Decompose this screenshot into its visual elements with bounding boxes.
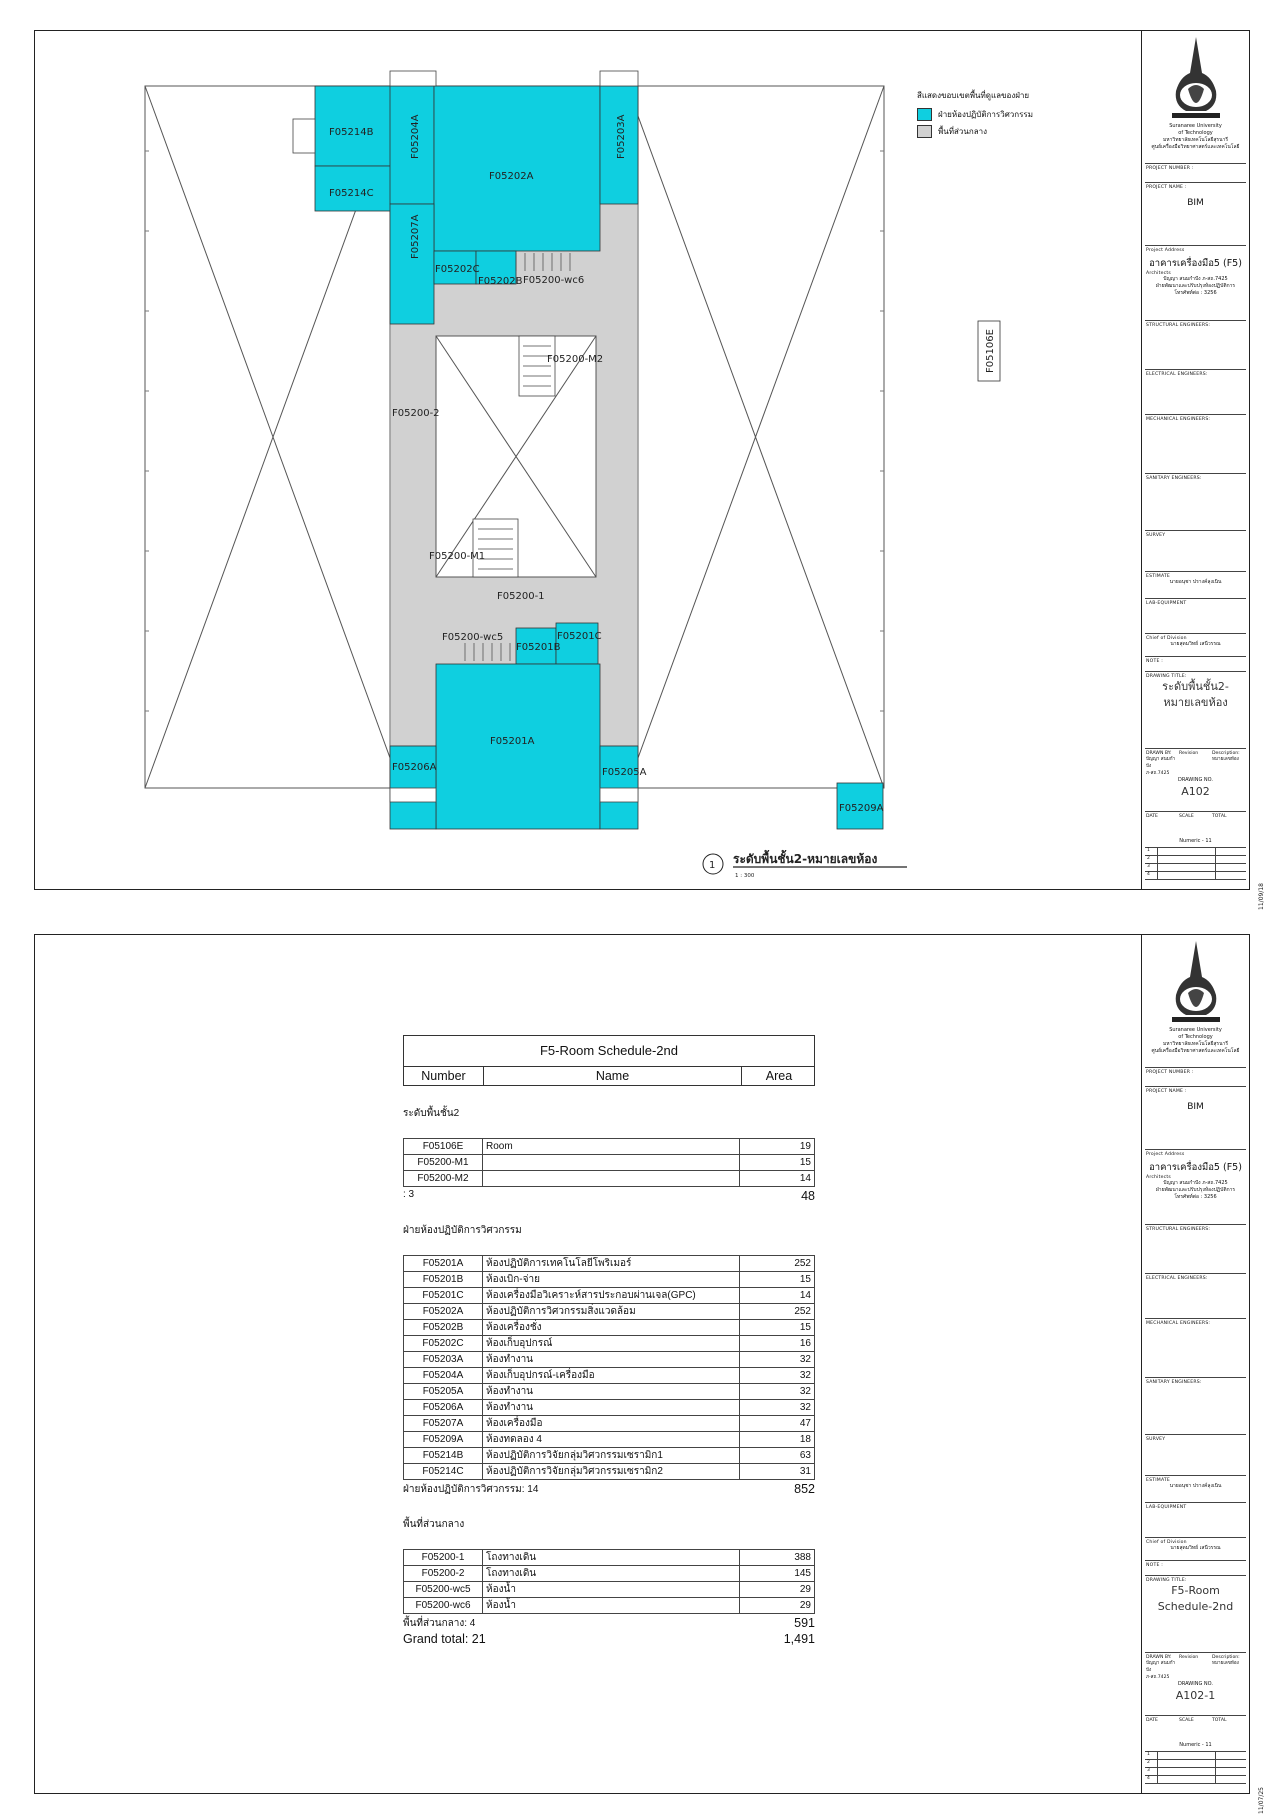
drawing-no-value: A102 <box>1181 785 1210 798</box>
drawing-no-value: A102-1 <box>1175 1689 1216 1702</box>
legend-label-lab: ฝ่ายห้องปฏิบัติการวิศวกรรม <box>938 110 1033 119</box>
room-name-cell: ห้องทดลอง 4 <box>483 1432 740 1448</box>
group-total-label: ฝ่ายห้องปฏิบัติการวิศวกรรม: 14 <box>403 1484 539 1495</box>
drawn-by-value: ปัญญา สนมกำปัง <box>1146 1661 1176 1673</box>
legend-swatch-lab <box>917 108 932 121</box>
drawn-by-label: DRAWN BY: <box>1146 751 1172 756</box>
description-label: Description: <box>1212 751 1240 756</box>
legend-label-common: พื้นที่ส่วนกลาง <box>938 127 988 136</box>
architect-line3: โทรศัพท์ต่อ : 3256 <box>1174 290 1217 296</box>
project-name-label: PROJECT NAME : <box>1146 1089 1187 1094</box>
group-table <box>403 1138 815 1187</box>
room-name-cell: ห้องปฏิบัติการวิศวกรรมสิ่งแวดล้อม <box>483 1304 740 1320</box>
chief-value: นายสุดมวิทย์ เสนีวรรณ <box>1170 641 1221 647</box>
lab-equipment-label: LAB-EQUIPMENT <box>1146 1505 1187 1510</box>
room-number-cell: F05203A <box>404 1352 483 1368</box>
label-f05202b: F05202B <box>478 276 523 287</box>
date-stamp: 11/09/18 <box>1258 883 1265 910</box>
label-f05207a: F05207A <box>410 214 421 259</box>
stair-ne <box>390 71 436 86</box>
stair-m1 <box>473 519 518 577</box>
label-f05214c: F05214C <box>329 188 374 199</box>
chief-label: Chief of Division <box>1146 636 1187 641</box>
floor-plan-sheet <box>34 30 1265 910</box>
room-area-cell: 32 <box>740 1400 815 1416</box>
room-name-cell: ห้องเก็บอุปกรณ์-เครื่องมือ <box>483 1368 740 1384</box>
project-address-label: Project Address <box>1146 248 1185 253</box>
label-f05203a: F05203A <box>616 114 627 159</box>
drawing-title-line2: Schedule-2nd <box>1157 1600 1234 1613</box>
project-name-label: PROJECT NAME : <box>1146 185 1187 190</box>
room-name-cell: ห้องทำงาน <box>483 1400 740 1416</box>
label-f05206a: F05206A <box>392 762 437 773</box>
room-area-cell: 252 <box>740 1256 815 1272</box>
drawing-title-label: DRAWING TITLE: <box>1146 674 1187 679</box>
room-name-cell: Room <box>483 1139 740 1155</box>
room-name-cell: ห้องเครื่องมือ <box>483 1416 740 1432</box>
architect-line1: ปัญญา สนมกำปัง ภ-สถ.7425 <box>1163 276 1228 282</box>
drawing-no-label: DRAWING NO. <box>1178 1681 1213 1687</box>
room-area-cell: 145 <box>740 1566 815 1582</box>
uni-en2: of Technology <box>1178 130 1213 136</box>
legend-item-lab <box>917 108 1033 121</box>
room-area-cell: 388 <box>740 1550 815 1566</box>
room-number-cell: F05200-2 <box>404 1566 483 1582</box>
room-area-cell: 252 <box>740 1304 815 1320</box>
group-total-value: 852 <box>794 1482 815 1496</box>
room-number-cell: F05205A <box>404 1384 483 1400</box>
project-address-value: อาคารเครื่องมือ5 (F5) <box>1149 1162 1242 1173</box>
view-number: 1 <box>709 860 716 871</box>
room-area-cell: 32 <box>740 1368 815 1384</box>
sanitary-label: SANITARY ENGINEERS: <box>1146 476 1202 481</box>
uni-th: มหาวิทยาลัยเทคโนโลยีสุรนารี <box>1162 137 1228 143</box>
room-area-cell: 15 <box>740 1272 815 1288</box>
schedule-title: F5-Room Schedule-2nd <box>403 1035 815 1067</box>
chief-value: นายสุดมวิทย์ เสนีวรรณ <box>1170 1545 1221 1551</box>
revision-row: 4 <box>1145 1776 1246 1784</box>
room-name-cell: ห้องทำงาน <box>483 1384 740 1400</box>
schedule-group <box>403 1223 815 1497</box>
uni-en2: of Technology <box>1178 1034 1213 1040</box>
table-row <box>404 1155 815 1171</box>
room-number-cell: F05200-M1 <box>404 1155 483 1171</box>
table-row <box>404 1582 815 1598</box>
table-row <box>404 1464 815 1480</box>
room-area-cell: 63 <box>740 1448 815 1464</box>
label-c1: F05200-1 <box>497 591 545 602</box>
room-number-cell: F05200-wc6 <box>404 1598 483 1614</box>
legend-item-common <box>917 125 1033 138</box>
architect-line2: ฝ่ายพัฒนาและปรับปรุงห้องปฏิบัติการ <box>1155 283 1236 289</box>
room-f05201c <box>556 623 598 664</box>
room-area-cell: 15 <box>740 1155 815 1171</box>
drawn-by-value2: ภ-สถ.7425 <box>1146 771 1170 776</box>
chief-label: Chief of Division <box>1146 1540 1187 1545</box>
table-row <box>404 1288 815 1304</box>
group-total <box>403 1189 815 1203</box>
room-name-cell: ห้องทำงาน <box>483 1352 740 1368</box>
room-schedule <box>403 1035 815 1646</box>
grand-total-value: 1,491 <box>783 1632 815 1646</box>
logo-emblem-icon <box>1166 937 1226 1025</box>
date-stamp: 11/07/25 <box>1258 1787 1265 1814</box>
room-number-cell: F05201C <box>404 1288 483 1304</box>
room-number-cell: F05201A <box>404 1256 483 1272</box>
label-f05201c: F05201C <box>557 631 602 642</box>
total-label: TOTAL <box>1212 1718 1227 1723</box>
label-f05202c: F05202C <box>435 264 480 275</box>
structural-label: STRUCTURAL ENGINEERS: <box>1146 323 1211 328</box>
structural-label: STRUCTURAL ENGINEERS: <box>1146 1227 1211 1232</box>
header-number: Number <box>421 1069 466 1083</box>
table-row <box>404 1336 815 1352</box>
header-area: Area <box>741 1067 816 1085</box>
legend-swatch-common <box>917 125 932 138</box>
room-name-cell <box>483 1155 740 1171</box>
schedule-group <box>403 1106 815 1203</box>
label-f05209a: F05209A <box>839 803 884 814</box>
schedule-sheet <box>34 934 1265 1814</box>
room-name-cell: โถงทางเดิน <box>483 1550 740 1566</box>
project-address-value: อาคารเครื่องมือ5 (F5) <box>1149 258 1242 269</box>
mechanical-label: MECHANICAL ENGINEERS: <box>1146 1321 1211 1326</box>
scale-label: SCALE <box>1179 814 1194 819</box>
scale-label: SCALE <box>1179 1718 1194 1723</box>
date-label: DATE <box>1146 1718 1158 1723</box>
room-area-cell: 15 <box>740 1320 815 1336</box>
project-name-value: BIM <box>1187 198 1204 208</box>
table-row <box>404 1304 815 1320</box>
room-area-cell: 47 <box>740 1416 815 1432</box>
room-number-cell: F05202B <box>404 1320 483 1336</box>
revision-row: 1 <box>1145 848 1246 856</box>
group-total-value: 591 <box>794 1616 815 1630</box>
label-wc6: F05200-wc6 <box>523 275 585 286</box>
university-logo <box>1142 935 1249 1067</box>
revision-row: 1 <box>1145 1752 1246 1760</box>
architect-line3: โทรศัพท์ต่อ : 3256 <box>1174 1194 1217 1200</box>
table-row <box>404 1384 815 1400</box>
date-label: DATE <box>1146 814 1158 819</box>
project-number-label: PROJECT NUMBER : <box>1146 166 1194 171</box>
architects-label: Architects <box>1146 271 1171 276</box>
room-name-cell: ห้องเครื่องมือวิเคราะห์สารประกอบผ่านเจล(GPC) <box>483 1288 740 1304</box>
drawn-by-label: DRAWN BY: <box>1146 1655 1172 1660</box>
room-name-cell: ห้องน้ำ <box>483 1598 740 1614</box>
room-number-cell: F05204A <box>404 1368 483 1384</box>
group-total-value: 48 <box>801 1189 815 1203</box>
room-f05202a <box>434 86 600 251</box>
group-total <box>403 1482 815 1497</box>
label-f05201a: F05201A <box>490 736 535 747</box>
schedule-group <box>403 1517 815 1631</box>
revision-row: 2 <box>1145 1760 1246 1768</box>
label-f05204a: F05204A <box>410 114 421 159</box>
survey-label: SURVEY <box>1146 533 1166 538</box>
uni-en1: Suranaree University <box>1169 123 1222 129</box>
room-area-cell: 31 <box>740 1464 815 1480</box>
sanitary-label: SANITARY ENGINEERS: <box>1146 1380 1202 1385</box>
room-f05206a <box>390 746 436 829</box>
revision-row: 3 <box>1145 864 1246 872</box>
electrical-label: ELECTRICAL ENGINEERS: <box>1146 1276 1208 1281</box>
group-total-label: : 3 <box>403 1189 415 1200</box>
room-number-cell: F05206A <box>404 1400 483 1416</box>
table-row <box>404 1566 815 1582</box>
center-th: ศูนย์เครื่องมือวิทยาศาสตร์และเทคโนโลยี <box>1151 1048 1240 1054</box>
label-c2: F05200-2 <box>392 408 440 419</box>
schedule-header <box>403 1067 815 1086</box>
room-name-cell <box>483 1171 740 1187</box>
estimate-value: นายอนุชา ปรางค์ลุงเนิน <box>1169 579 1222 585</box>
room-area-cell: 19 <box>740 1139 815 1155</box>
uni-en1: Suranaree University <box>1169 1027 1222 1033</box>
group-name: ฝ่ายห้องปฏิบัติการวิศวกรรม <box>403 1225 522 1236</box>
floor-plan <box>35 31 1135 891</box>
numeric-label: Numeric - 11 <box>1179 838 1212 844</box>
drawing-title-label: DRAWING TITLE: <box>1146 1578 1187 1583</box>
table-row <box>404 1550 815 1566</box>
room-area-cell: 29 <box>740 1582 815 1598</box>
label-m1: F05200-M1 <box>429 551 486 562</box>
room-f05205a <box>600 746 638 829</box>
room-number-cell: F05202A <box>404 1304 483 1320</box>
stair-se <box>600 788 638 802</box>
legend-title: สีแสดงขอบเขตพื้นที่ดูแลของฝ่าย <box>917 91 1030 100</box>
table-row <box>404 1432 815 1448</box>
table-row <box>404 1272 815 1288</box>
room-number-cell: F05214C <box>404 1464 483 1480</box>
group-table <box>403 1549 815 1614</box>
total-label: TOTAL <box>1212 814 1227 819</box>
title-block <box>1141 935 1265 1814</box>
table-row <box>404 1598 815 1614</box>
note-label: NOTE : <box>1146 1563 1163 1568</box>
group-name: พื้นที่ส่วนกลาง <box>403 1519 465 1530</box>
room-area-cell: 14 <box>740 1288 815 1304</box>
drawn-by-value: ปัญญา สนมกำปัง <box>1146 757 1176 769</box>
room-area-cell: 32 <box>740 1352 815 1368</box>
note-label: NOTE : <box>1146 659 1163 664</box>
stair-north <box>293 119 315 153</box>
description-label: Description: <box>1212 1655 1240 1660</box>
room-name-cell: ห้องปฏิบัติการวิจัยกลุ่มวิศวกรรมเซรามิก2 <box>483 1464 740 1480</box>
room-area-cell: 29 <box>740 1598 815 1614</box>
project-name-value: BIM <box>1187 1102 1204 1112</box>
group-total-label: พื้นที่ส่วนกลาง: 4 <box>403 1618 476 1629</box>
table-row <box>404 1400 815 1416</box>
room-number-cell: F05200-1 <box>404 1550 483 1566</box>
estimate-label: ESTIMATE <box>1146 574 1171 579</box>
revision-label: Revision <box>1179 1655 1199 1660</box>
view-scale: 1 : 300 <box>735 873 755 879</box>
revision-row: 2 <box>1145 856 1246 864</box>
room-area-cell: 16 <box>740 1336 815 1352</box>
room-number-cell: F05209A <box>404 1432 483 1448</box>
room-name-cell: ห้องเครื่องชั่ง <box>483 1320 740 1336</box>
uni-th: มหาวิทยาลัยเทคโนโลยีสุรนารี <box>1162 1041 1228 1047</box>
revision-row: 3 <box>1145 1768 1246 1776</box>
description-value: หมายเลขห้อง <box>1212 1661 1239 1666</box>
room-name-cell: ห้องปฏิบัติการเทคโนโลยีโพริเมอร์ <box>483 1256 740 1272</box>
center-th: ศูนย์เครื่องมือวิทยาศาสตร์และเทคโนโลยี <box>1151 144 1240 150</box>
estimate-value: นายอนุชา ปรางค์ลุงเนิน <box>1169 1483 1222 1489</box>
mechanical-label: MECHANICAL ENGINEERS: <box>1146 417 1211 422</box>
title-block <box>1141 31 1265 910</box>
table-row <box>404 1416 815 1432</box>
legend <box>917 89 1033 142</box>
table-row <box>404 1368 815 1384</box>
drawn-by-value2: ภ-สถ.7425 <box>1146 1675 1170 1680</box>
room-number-cell: F05202C <box>404 1336 483 1352</box>
label-wc5: F05200-wc5 <box>442 632 504 643</box>
room-name-cell: ห้องปฏิบัติการวิจัยกลุ่มวิศวกรรมเซรามิก1 <box>483 1448 740 1464</box>
electrical-label: ELECTRICAL ENGINEERS: <box>1146 372 1208 377</box>
architects-label: Architects <box>1146 1175 1171 1180</box>
revision-row: 4 <box>1145 872 1246 880</box>
room-number-cell: F05200-M2 <box>404 1171 483 1187</box>
numeric-label: Numeric - 11 <box>1179 1742 1212 1748</box>
room-number-cell: F05214B <box>404 1448 483 1464</box>
group-total <box>403 1616 815 1631</box>
room-number-cell: F05200-wc5 <box>404 1582 483 1598</box>
table-row <box>404 1139 815 1155</box>
room-name-cell: โถงทางเดิน <box>483 1566 740 1582</box>
table-row <box>404 1256 815 1272</box>
drawing-title-line2: หมายเลขห้อง <box>1163 696 1228 709</box>
stair-nw <box>600 71 638 86</box>
room-number-cell: F05207A <box>404 1416 483 1432</box>
project-number-label: PROJECT NUMBER : <box>1146 1070 1194 1075</box>
survey-label: SURVEY <box>1146 1437 1166 1442</box>
view-title: ระดับพื้นชั้น2-หมายเลขห้อง <box>733 852 878 866</box>
project-address-label: Project Address <box>1146 1152 1185 1157</box>
room-area-cell: 14 <box>740 1171 815 1187</box>
room-area-cell: 32 <box>740 1384 815 1400</box>
drawing-title-line1: ระดับพื้นชั้น2- <box>1162 680 1229 693</box>
description-value: หมายเลขห้อง <box>1212 757 1239 762</box>
drawing-title-line1: F5-Room <box>1171 1584 1220 1597</box>
header-name: Name <box>483 1067 741 1085</box>
table-row <box>404 1320 815 1336</box>
architect-line2: ฝ่ายพัฒนาและปรับปรุงห้องปฏิบัติการ <box>1155 1187 1236 1193</box>
table-row <box>404 1352 815 1368</box>
table-row <box>404 1171 815 1187</box>
architect-line1: ปัญญา สนมกำปัง ภ-สถ.7425 <box>1163 1180 1228 1186</box>
room-name-cell: ห้องเบิก-จ่าย <box>483 1272 740 1288</box>
stair-sw <box>390 788 436 802</box>
estimate-label: ESTIMATE <box>1146 1478 1171 1483</box>
group-table <box>403 1255 815 1480</box>
university-logo <box>1142 31 1249 163</box>
logo-emblem-icon <box>1166 33 1226 121</box>
grand-total <box>403 1632 815 1646</box>
room-name-cell: ห้องน้ำ <box>483 1582 740 1598</box>
drawing-no-label: DRAWING NO. <box>1178 777 1213 783</box>
lab-equipment-label: LAB-EQUIPMENT <box>1146 601 1187 606</box>
room-area-cell: 18 <box>740 1432 815 1448</box>
room-name-cell: ห้องเก็บอุปกรณ์ <box>483 1336 740 1352</box>
room-number-cell: F05106E <box>404 1139 483 1155</box>
group-name: ระดับพื้นชั้น2 <box>403 1108 460 1119</box>
label-f05106e: F05106E <box>985 329 996 373</box>
label-m2: F05200-M2 <box>547 354 604 365</box>
table-row <box>404 1448 815 1464</box>
label-f05214b: F05214B <box>329 127 374 138</box>
revision-label: Revision <box>1179 751 1199 756</box>
label-f05202a: F05202A <box>489 171 534 182</box>
revision-rows <box>1145 1751 1246 1784</box>
revision-rows <box>1145 847 1246 880</box>
room-number-cell: F05201B <box>404 1272 483 1288</box>
label-f05205a: F05205A <box>602 767 647 778</box>
grand-total-label: Grand total: 21 <box>403 1632 486 1646</box>
label-f05201b: F05201B <box>516 642 561 653</box>
